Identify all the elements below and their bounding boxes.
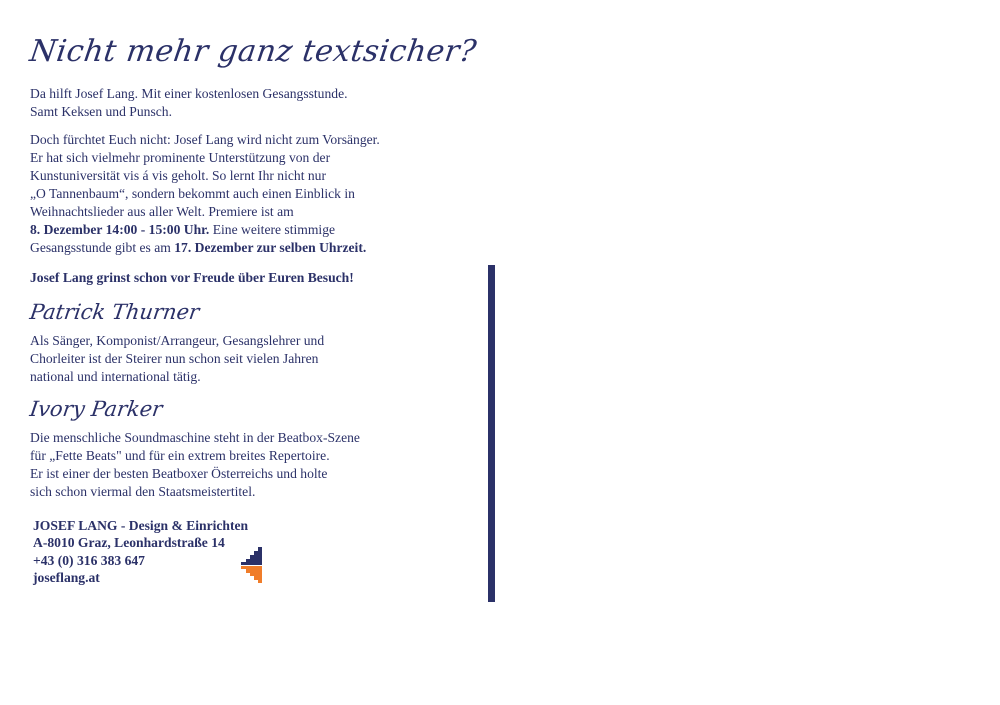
details-paragraph <box>30 131 380 257</box>
details-line: Doch fürchtet Euch nicht: Josef Lang wird nicht zum Vorsänger. <box>30 132 380 147</box>
bio-line: für „Fette Beats" und für ein extrem breites Repertoire. <box>30 448 330 463</box>
vertical-divider-bar <box>488 265 495 602</box>
second-date: 17. Dezember zur selben Uhrzeit. <box>174 240 367 255</box>
details-text: Eine weitere stimmige <box>209 222 336 237</box>
closing-text: Josef Lang grinst schon vor Freude über Euren Besuch! <box>30 270 354 285</box>
stepped-logo-icon <box>241 547 263 584</box>
performer-name: Ivory Parker <box>28 397 165 421</box>
performer-bio <box>30 332 324 386</box>
bio-line: sich schon viermal den Staatsmeistertitel. <box>30 484 256 499</box>
address: A-8010 Graz, Leonhardstraße 14 <box>33 535 225 551</box>
intro-paragraph <box>30 85 348 121</box>
contact-block <box>33 517 248 586</box>
company-name: JOSEF LANG - Design & Einrichten <box>33 518 249 533</box>
bio-line: national und international tätig. <box>30 369 201 384</box>
performer-bio <box>30 429 360 501</box>
closing-line <box>30 269 354 287</box>
details-text: Gesangsstunde gibt es am <box>30 240 175 255</box>
bio-line: Als Sänger, Komponist/Arrangeur, Gesangslehrer und <box>30 333 325 348</box>
bio-line: Er ist einer der besten Beatboxer Österreichs und holte <box>30 466 328 481</box>
premiere-date: 8. Dezember 14:00 - 15:00 Uhr. <box>30 222 210 237</box>
phone: +43 (0) 316 383 647 <box>33 552 145 568</box>
website-link[interactable]: joseflang.at <box>33 569 100 585</box>
performer-name: Patrick Thurner <box>28 300 201 324</box>
intro-line: Da hilft Josef Lang. Mit einer kostenlosen Gesangsstunde. <box>30 86 348 101</box>
details-line: Weihnachtslieder aus aller Welt. Premiere ist am <box>30 204 294 219</box>
intro-line: Samt Keksen und Punsch. <box>30 104 172 119</box>
details-line <box>30 239 380 257</box>
bio-line: Chorleiter ist der Steirer nun schon seit vielen Jahren <box>30 351 319 366</box>
details-line <box>30 221 380 239</box>
bio-line: Die menschliche Soundmaschine steht in der Beatbox-Szene <box>30 430 360 445</box>
details-line: Er hat sich vielmehr prominente Unterstützung von der <box>30 150 331 165</box>
headline: Nicht mehr ganz textsicher? <box>27 34 479 69</box>
details-line: Kunstuniversität vis á vis geholt. So lernt Ihr nicht nur <box>30 168 327 183</box>
details-line: „O Tannenbaum“, sondern bekommt auch einen Einblick in <box>30 186 355 201</box>
